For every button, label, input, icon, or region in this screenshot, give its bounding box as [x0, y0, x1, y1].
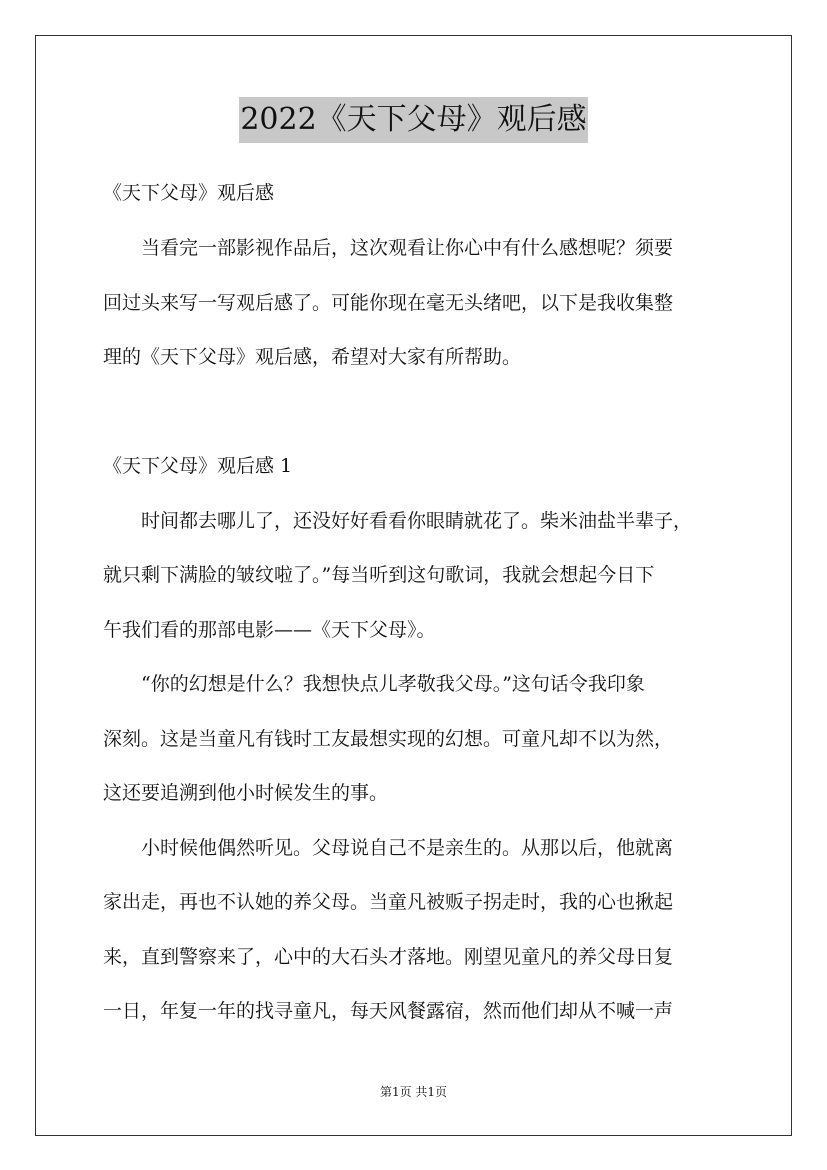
paragraph1-line: 午我们看的那部电影——《天下父母》。: [103, 619, 436, 641]
paragraph2-line: “你的幻想是什么？我想快点儿孝敬我父母。”这句话令我印象: [141, 673, 645, 695]
section1-heading: 《天下父母》观后感 1: [103, 455, 293, 477]
paragraph2-line: 这还要追溯到他小时候发生的事。: [103, 782, 389, 804]
intro-line: 当看完一部影视作品后，这次观看让你心中有什么感想呢？须要: [141, 237, 674, 259]
intro-line: 回过头来写一写观后感了。可能你现在毫无头绪吧，以下是我收集整: [103, 292, 674, 314]
intro-line: 理的《天下父母》观后感，希望对大家有所帮助。: [103, 346, 522, 368]
title-wrapper: [0, 97, 827, 143]
paragraph3-line: 来，直到警察来了，心中的大石头才落地。刚望见童凡的养父母日复: [103, 946, 674, 968]
paragraph3-line: 一日，年复一年的找寻童凡，每天风餐露宿，然而他们却从不喊一声: [103, 1000, 674, 1022]
paragraph3-line: 家出走，再也不认她的养父母。当童凡被贩子拐走时，我的心也揪起: [103, 891, 674, 913]
intro-heading: 《天下父母》观后感: [103, 182, 275, 204]
paragraph1-line: 就只剩下满脸的皱纹啦了。”每当听到这句歌词，我就会想起今日下: [103, 564, 655, 586]
paragraph2-line: 深刻。这是当童凡有钱时工友最想实现的幻想。可童凡却不以为然，: [103, 728, 674, 750]
paragraph1-line: 时间都去哪儿了，还没好好看看你眼睛就花了。柴米油盐半辈子，: [141, 510, 693, 532]
document-title: 2022《天下父母》观后感: [239, 97, 587, 143]
paragraph3-line: 小时候他偶然听见。父母说自己不是亲生的。从那以后，他就离: [141, 837, 674, 859]
page-footer: 第1页 共1页: [379, 1085, 448, 1099]
